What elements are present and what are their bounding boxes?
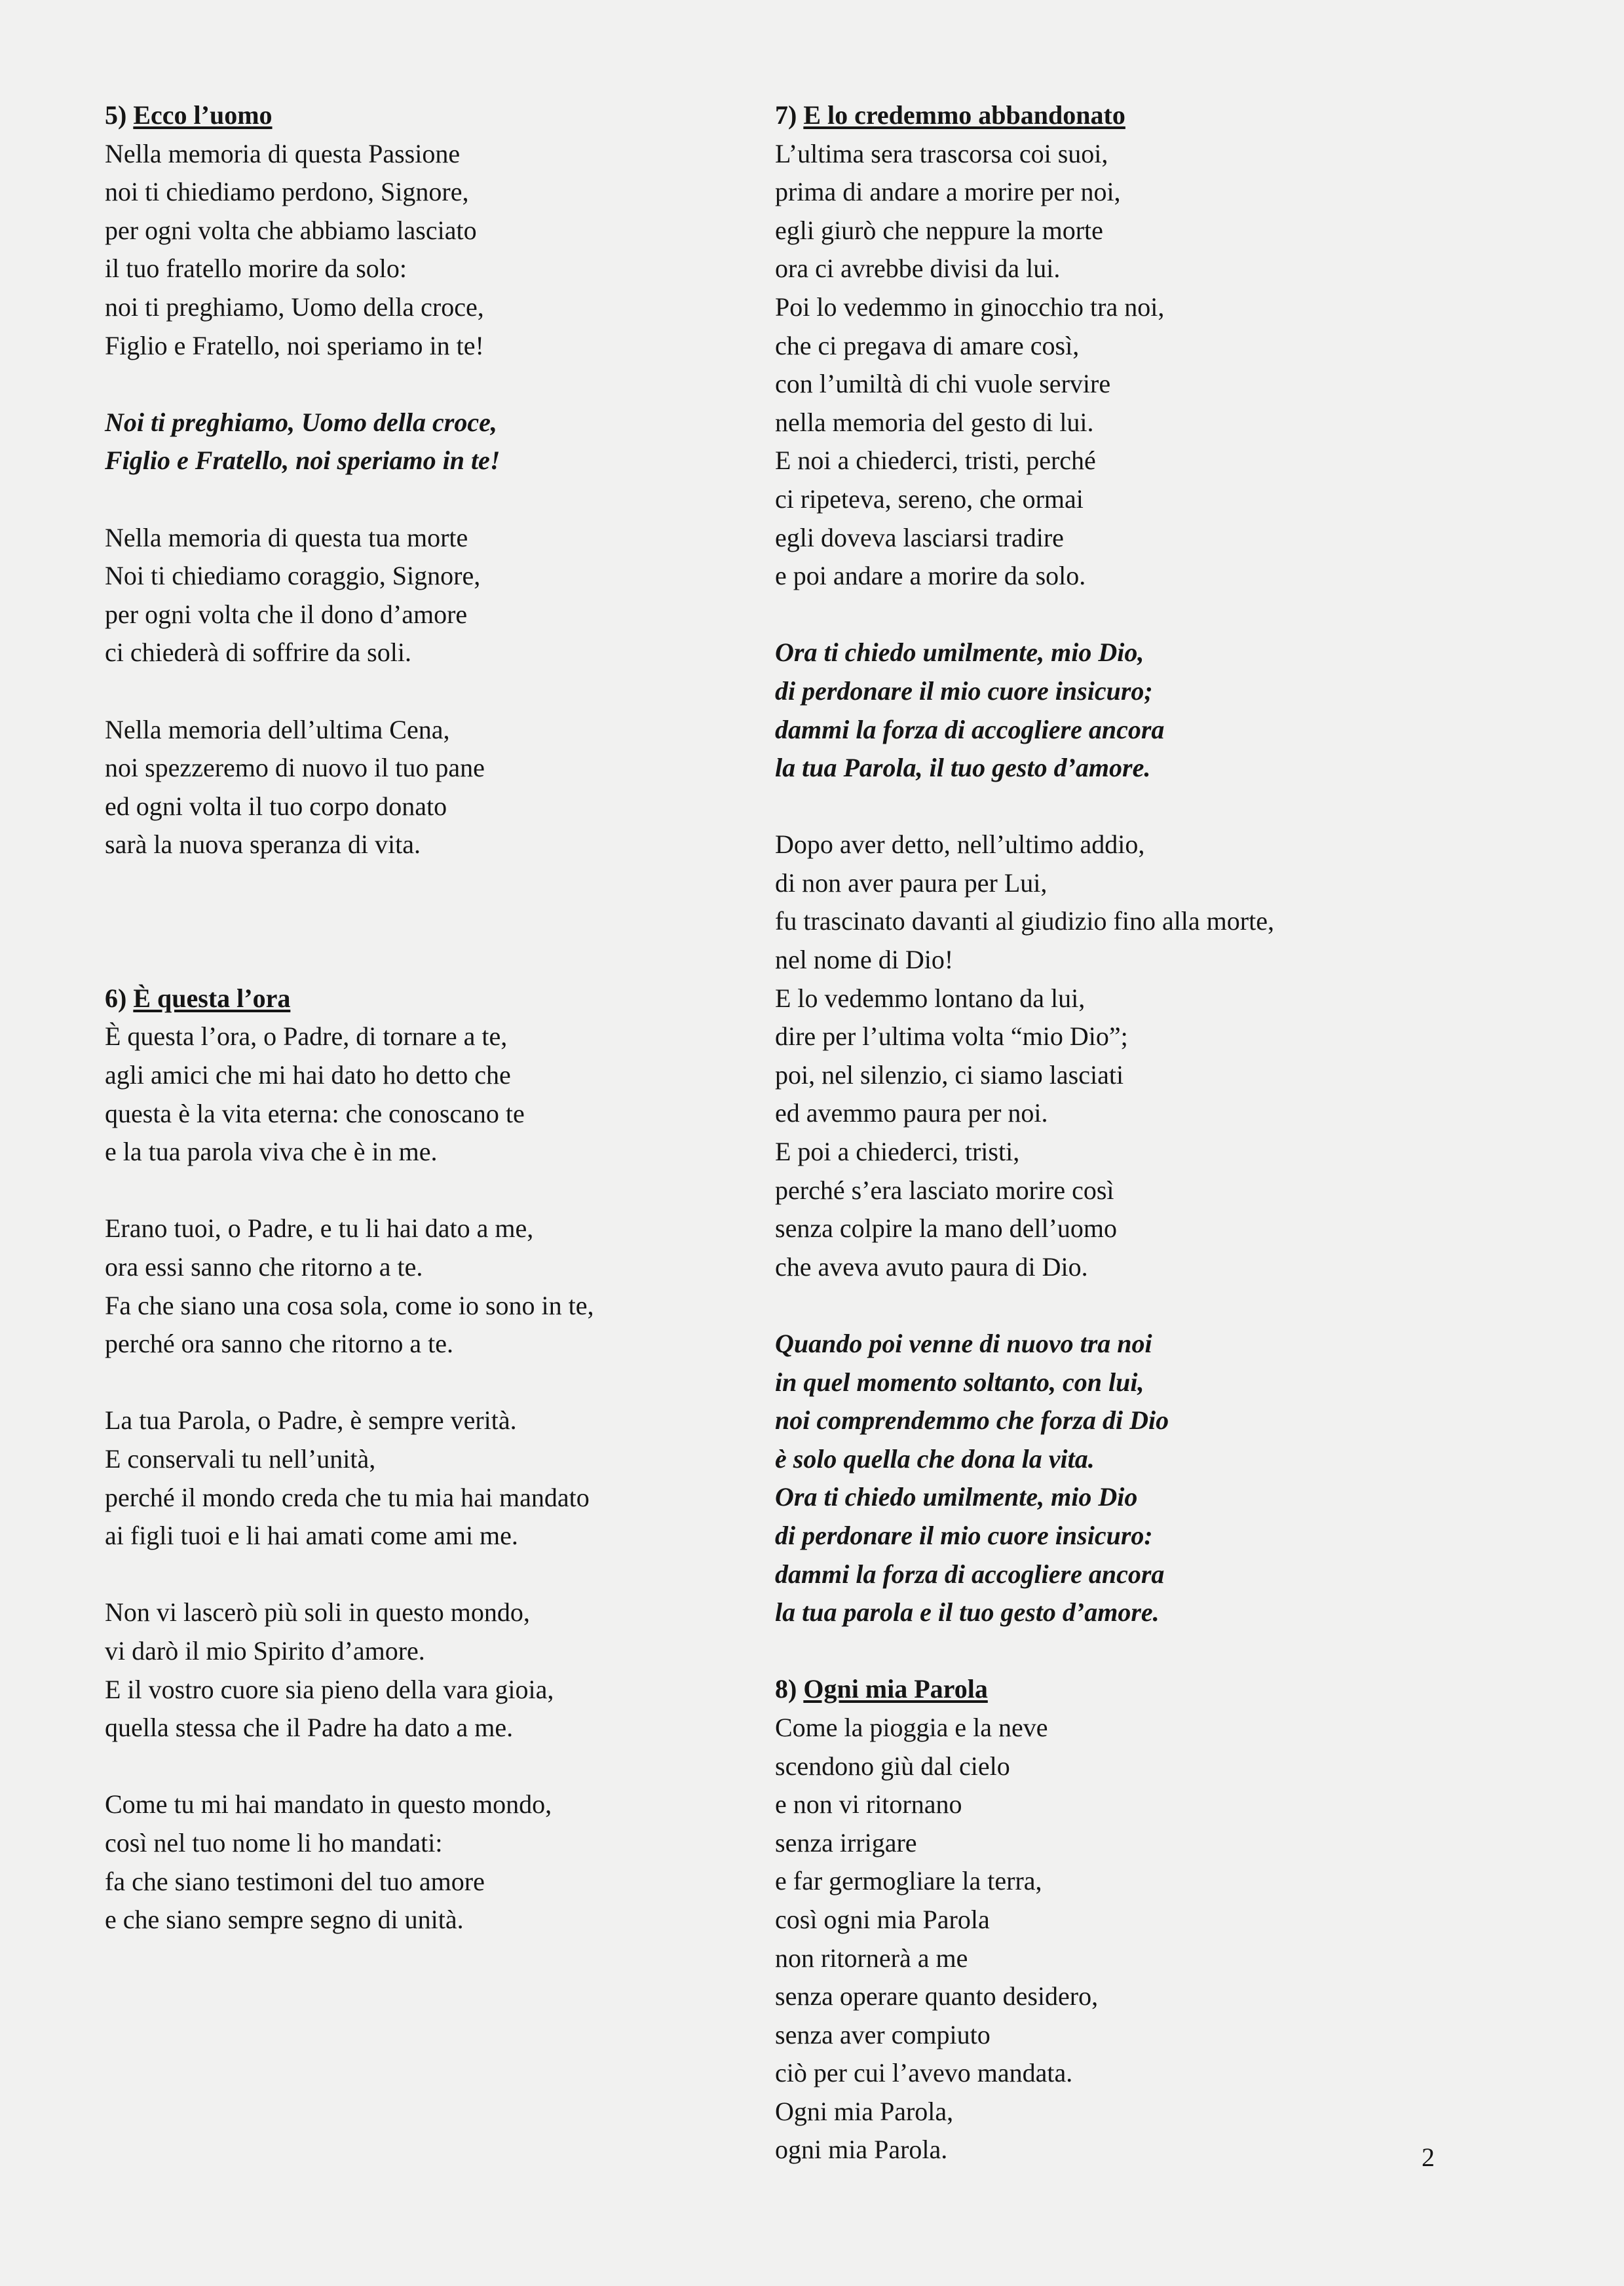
verse-line: la tua parola e il tuo gesto d’amore. xyxy=(775,1597,1160,1628)
verse-line: Nella memoria di questa tua morte xyxy=(105,522,468,552)
song-name: E lo credemmo abbandonato xyxy=(803,100,1125,130)
verse-line: di perdonare il mio cuore insicuro: xyxy=(775,1520,1153,1550)
refrain-stanza xyxy=(775,634,1515,787)
verse-line: Fa che siano una cosa sola, come io sono in te, xyxy=(105,1290,594,1320)
refrain-stanza xyxy=(105,404,766,480)
verse-line: fu trascinato davanti al giudizio fino alla morte, xyxy=(775,906,1274,936)
verse-line: senza colpire la mano dell’uomo xyxy=(775,1213,1118,1244)
verse-line: Erano tuoi, o Padre, e tu li hai dato a me, xyxy=(105,1213,534,1244)
verse-line: che ci pregava di amare così, xyxy=(775,330,1080,360)
verse-line: per ogni volta che il dono d’amore xyxy=(105,599,468,629)
verse-line: senza aver compiuto xyxy=(775,2019,991,2049)
verse-line: Come la pioggia e la neve xyxy=(775,1712,1048,1742)
song-title xyxy=(775,1670,1515,1709)
verse-line: vi darò il mio Spirito d’amore. xyxy=(105,1635,425,1666)
stanza xyxy=(105,1210,766,1363)
verse-line: fa che siano testimoni del tuo amore xyxy=(105,1866,485,1896)
verse-line: ogni mia Parola. xyxy=(775,2135,948,2165)
verse-line: Ora ti chiedo umilmente, mio Dio, xyxy=(775,638,1144,668)
verse-line: Dopo aver detto, nell’ultimo addio, xyxy=(775,829,1145,860)
verse-line: E noi a chiederci, tristi, perché xyxy=(775,446,1096,476)
verse-line: e poi andare a morire da solo. xyxy=(775,561,1086,591)
verse-line: noi ti chiediamo perdono, Signore, xyxy=(105,177,469,207)
verse-line: ed avemmo paura per noi. xyxy=(775,1098,1048,1128)
verse-line: prima di andare a morire per noi, xyxy=(775,177,1121,207)
song-name: Ogni mia Parola xyxy=(803,1674,988,1704)
verse-line: E lo vedemmo lontano da lui, xyxy=(775,983,1086,1013)
stanza xyxy=(775,826,1515,1286)
verse-line: di non aver paura per Lui, xyxy=(775,867,1048,898)
song-section xyxy=(775,1670,1515,2169)
verse-line: con l’umiltà di chi vuole servire xyxy=(775,369,1111,399)
verse-line: Figlio e Fratello, noi speriamo in te! xyxy=(105,446,500,476)
verse-line: Ora ti chiedo umilmente, mio Dio xyxy=(775,1482,1138,1512)
song-gap xyxy=(775,1632,1515,1671)
verse-line: noi ti preghiamo, Uomo della croce, xyxy=(105,292,484,322)
stanza xyxy=(105,1401,766,1555)
verse-line: la tua Parola, il tuo gesto d’amore. xyxy=(775,753,1151,783)
verse-line: e far germogliare la terra, xyxy=(775,1866,1042,1896)
song-section xyxy=(105,980,766,1939)
song-title xyxy=(105,980,766,1018)
verse-line: ora ci avrebbe divisi da lui. xyxy=(775,254,1061,284)
left-column xyxy=(105,96,766,1939)
verse-line: dammi la forza di accogliere ancora xyxy=(775,1559,1165,1589)
verse-line: L’ultima sera trascorsa coi suoi, xyxy=(775,138,1108,168)
verse-line: poi, nel silenzio, ci siamo lasciati xyxy=(775,1059,1124,1090)
verse-line: il tuo fratello morire da solo: xyxy=(105,254,407,284)
song-title xyxy=(775,96,1515,135)
verse-line: così nel tuo nome li ho mandati: xyxy=(105,1827,443,1857)
verse-line: questa è la vita eterna: che conoscano te xyxy=(105,1098,525,1128)
verse-line: senza irrigare xyxy=(775,1827,917,1857)
verse-line: Ogni mia Parola, xyxy=(775,2096,954,2126)
verse-line: di perdonare il mio cuore insicuro; xyxy=(775,676,1153,706)
verse-line: quella stessa che il Padre ha dato a me. xyxy=(105,1713,514,1743)
verse-line: perché s’era lasciato morire così xyxy=(775,1175,1114,1205)
stanza xyxy=(775,135,1515,596)
stanza xyxy=(105,519,766,672)
verse-line: Noi ti preghiamo, Uomo della croce, xyxy=(105,407,497,437)
verse-line: è solo quella che dona la vita. xyxy=(775,1443,1095,1474)
verse-line: per ogni volta che abbiamo lasciato xyxy=(105,215,477,245)
song-gap xyxy=(105,864,766,980)
verse-line: nella memoria del gesto di lui. xyxy=(775,407,1094,437)
verse-line: ci ripeteva, sereno, che ormai xyxy=(775,484,1084,514)
verse-line: e che siano sempre segno di unità. xyxy=(105,1905,464,1935)
stanza xyxy=(775,1709,1515,2169)
verse-line: Nella memoria dell’ultima Cena, xyxy=(105,714,450,744)
right-column xyxy=(775,96,1515,2169)
verse-line: che aveva avuto paura di Dio. xyxy=(775,1251,1088,1282)
verse-line: noi spezzeremo di nuovo il tuo pane xyxy=(105,753,485,783)
song-number: 6) xyxy=(105,983,127,1013)
verse-line: egli doveva lasciarsi tradire xyxy=(775,522,1064,552)
verse-line: ai figli tuoi e li hai amati come ami me. xyxy=(105,1521,518,1551)
verse-line: perché ora sanno che ritorno a te. xyxy=(105,1329,453,1359)
song-number: 5) xyxy=(105,100,127,130)
verse-line: nel nome di Dio! xyxy=(775,945,954,975)
song-section xyxy=(105,96,766,864)
verse-line: egli giurò che neppure la morte xyxy=(775,215,1103,245)
verse-line: in quel momento soltanto, con lui, xyxy=(775,1367,1144,1397)
verse-line: noi comprendemmo che forza di Dio xyxy=(775,1405,1169,1436)
stanza xyxy=(105,135,766,366)
song-name: Ecco l’uomo xyxy=(133,100,273,130)
verse-line: perché il mondo creda che tu mia hai mandato xyxy=(105,1482,590,1512)
stanza xyxy=(105,711,766,864)
verse-line: È questa l’ora, o Padre, di tornare a te, xyxy=(105,1021,508,1052)
song-number: 7) xyxy=(775,100,797,130)
verse-line: E poi a chiederci, tristi, xyxy=(775,1137,1020,1167)
verse-line: così ogni mia Parola xyxy=(775,1904,990,1934)
verse-line: e la tua parola viva che è in me. xyxy=(105,1137,438,1167)
verse-line: sarà la nuova speranza di vita. xyxy=(105,829,421,860)
verse-line: dammi la forza di accogliere ancora xyxy=(775,714,1165,744)
verse-line: La tua Parola, o Padre, è sempre verità. xyxy=(105,1405,517,1436)
refrain-stanza xyxy=(775,1325,1515,1632)
verse-line: Quando poi venne di nuovo tra noi xyxy=(775,1329,1152,1358)
verse-line: e non vi ritornano xyxy=(775,1789,962,1819)
song-number: 8) xyxy=(775,1674,797,1704)
song-name: È questa l’ora xyxy=(133,983,291,1013)
stanza xyxy=(105,1785,766,1939)
verse-line: dire per l’ultima volta “mio Dio”; xyxy=(775,1021,1128,1052)
verse-line: E il vostro cuore sia pieno della vara gioia, xyxy=(105,1674,554,1704)
verse-line: ora essi sanno che ritorno a te. xyxy=(105,1252,423,1282)
verse-line: Non vi lascerò più soli in questo mondo, xyxy=(105,1597,530,1628)
verse-line: non ritornerà a me xyxy=(775,1943,968,1973)
stanza xyxy=(105,1018,766,1171)
song-section xyxy=(775,96,1515,1632)
page-number: 2 xyxy=(1422,2143,1435,2172)
stanza xyxy=(105,1593,766,1747)
verse-line: agli amici che mi hai dato ho detto che xyxy=(105,1060,511,1090)
verse-line: scendono giù dal cielo xyxy=(775,1751,1010,1781)
verse-line: senza operare quanto desidero, xyxy=(775,1981,1099,2011)
verse-line: Come tu mi hai mandato in questo mondo, xyxy=(105,1789,552,1819)
verse-line: Figlio e Fratello, noi speriamo in te! xyxy=(105,330,484,360)
verse-line: ci chiederà di soffrire da soli. xyxy=(105,638,411,668)
song-title xyxy=(105,96,766,135)
verse-line: ciò per cui l’avevo mandata. xyxy=(775,2058,1073,2088)
verse-line: E conservali tu nell’unità, xyxy=(105,1444,376,1474)
verse-line: Nella memoria di questa Passione xyxy=(105,138,461,168)
verse-line: Poi lo vedemmo in ginocchio tra noi, xyxy=(775,292,1165,322)
verse-line: ed ogni volta il tuo corpo donato xyxy=(105,791,447,821)
verse-line: Noi ti chiediamo coraggio, Signore, xyxy=(105,561,481,591)
